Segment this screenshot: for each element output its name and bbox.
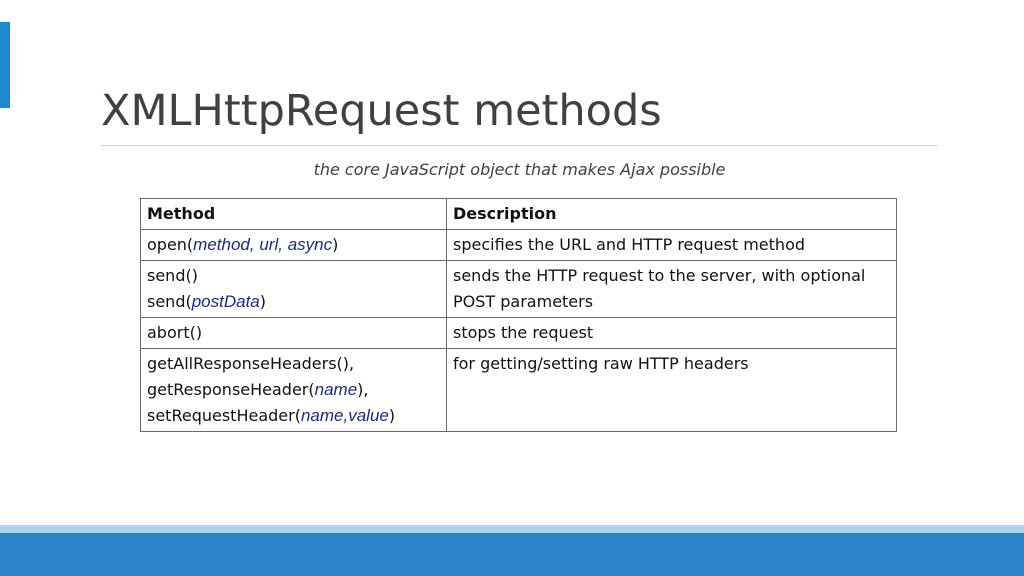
method-line: send() (147, 266, 198, 285)
slide-subtitle: the core JavaScript object that makes Ajax possible (313, 160, 726, 179)
description-cell: for getting/setting raw HTTP headers (447, 349, 897, 432)
header-method: Method (141, 199, 447, 230)
method-line (147, 377, 440, 403)
methods-table (140, 198, 897, 432)
table-header-row (141, 199, 897, 230)
method-text: send( (147, 292, 192, 311)
method-text: setRequestHeader( (147, 406, 301, 425)
argument-separator: , (343, 406, 349, 425)
title-divider (101, 145, 938, 146)
method-text: getResponseHeader( (147, 380, 315, 399)
method-text: ) (332, 235, 339, 254)
method-line (147, 403, 440, 429)
method-line: getAllResponseHeaders(), (147, 354, 355, 373)
description-cell: stops the request (447, 318, 897, 349)
method-argument: value (348, 406, 389, 425)
method-argument: name (300, 406, 344, 425)
method-text: ) (259, 292, 267, 311)
table-row (141, 261, 897, 318)
description-cell: sends the HTTP request to the server, with optional POST parameters (447, 261, 897, 318)
method-cell-headers (141, 349, 447, 432)
method-cell-abort: abort() (141, 318, 447, 349)
slide-title: XMLHttpRequest methods (101, 86, 662, 136)
method-argument: url (259, 235, 279, 254)
method-argument: postData (191, 292, 260, 311)
method-line (147, 289, 440, 315)
left-accent-bar (0, 22, 10, 108)
header-description: Description (447, 199, 897, 230)
table-row (141, 318, 897, 349)
method-argument: async (287, 235, 333, 254)
argument-separator: , (278, 235, 288, 254)
method-cell-open (141, 230, 447, 261)
method-argument: method (193, 235, 250, 254)
method-cell-send (141, 261, 447, 318)
table-row (141, 349, 897, 432)
description-cell: specifies the URL and HTTP request method (447, 230, 897, 261)
method-text: open( (147, 235, 194, 254)
method-text: ) (388, 406, 396, 425)
argument-separator: , (249, 235, 260, 254)
footer-light-band (0, 525, 1024, 533)
method-argument: name (314, 380, 358, 399)
method-line (147, 232, 440, 258)
table-row (141, 230, 897, 261)
footer-bar (0, 533, 1024, 576)
method-text: ), (357, 380, 369, 399)
